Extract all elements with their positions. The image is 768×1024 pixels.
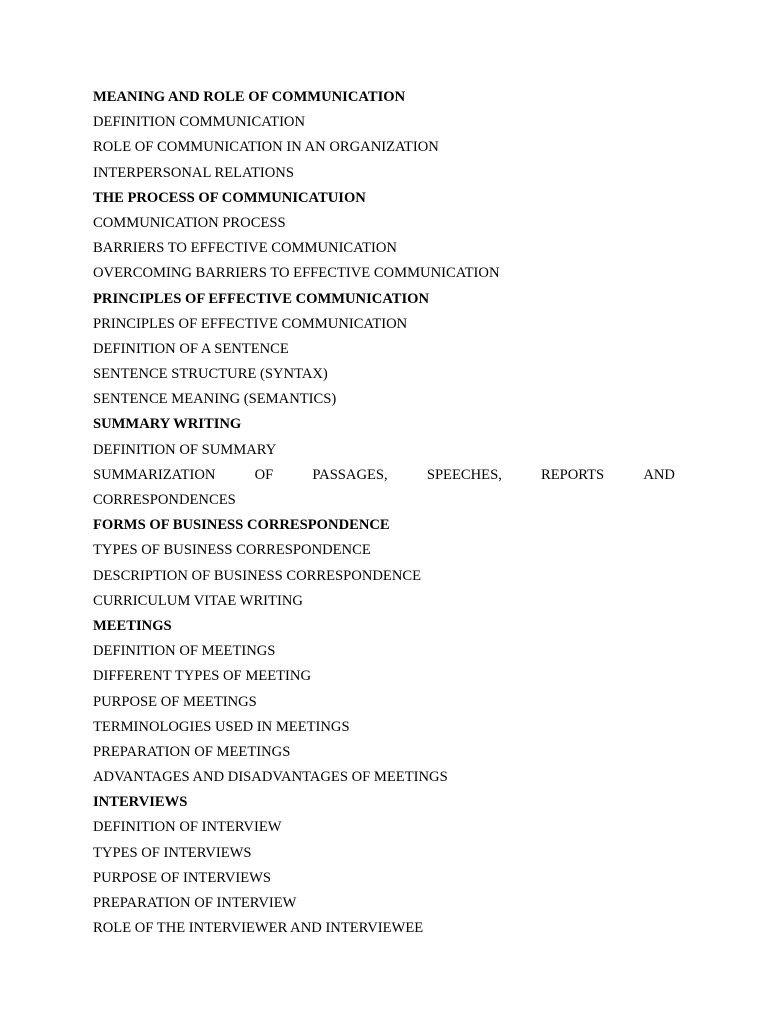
topic-line: PREPARATION OF MEETINGS <box>93 743 291 760</box>
topic-line: ROLE OF COMMUNICATION IN AN ORGANIZATION <box>93 139 439 156</box>
topic-line: PURPOSE OF INTERVIEWS <box>93 869 272 886</box>
section-heading: MEANING AND ROLE OF COMMUNICATION <box>93 89 406 105</box>
topic-line: OVERCOMING BARRIERS TO EFFECTIVE COMMUNICATION <box>93 265 500 282</box>
topic-word: SUMMARIZATION <box>93 466 216 483</box>
topic-line: ROLE OF THE INTERVIEWER AND INTERVIEWEE <box>93 920 424 937</box>
topic-word: SPEECHES, <box>426 466 502 483</box>
topic-line: TYPES OF INTERVIEWS <box>93 844 252 861</box>
section-heading: PRINCIPLES OF EFFECTIVE COMMUNICATION <box>93 290 430 307</box>
topic-word: OF <box>254 466 274 483</box>
topic-line: DESCRIPTION OF BUSINESS CORRESPONDENCE <box>93 567 422 584</box>
topic-line: DEFINITION COMMUNICATION <box>93 114 306 131</box>
section-heading: MEETINGS <box>93 617 172 634</box>
topic-line: TERMINOLOGIES USED IN MEETINGS <box>93 718 350 735</box>
topic-word: AND <box>643 466 675 483</box>
section-heading: INTERVIEWS <box>93 794 188 811</box>
topic-line: SENTENCE STRUCTURE (SYNTAX) <box>93 366 328 383</box>
topic-word: PASSAGES, <box>312 466 388 483</box>
topic-line: PURPOSE OF MEETINGS <box>93 693 257 710</box>
topic-line: ADVANTAGES AND DISADVANTAGES OF MEETINGS <box>93 769 448 786</box>
topic-line: DEFINITION OF SUMMARY <box>93 441 277 458</box>
topic-word: REPORTS <box>540 466 605 483</box>
topic-line: SENTENCE MEANING (SEMANTICS) <box>93 391 337 408</box>
topic-line: PREPARATION OF INTERVIEW <box>93 895 297 911</box>
topic-line: TYPES OF BUSINESS CORRESPONDENCE <box>93 542 371 559</box>
topic-line: PRINCIPLES OF EFFECTIVE COMMUNICATION <box>93 315 408 332</box>
topic-line: CORRESPONDENCES <box>93 492 236 508</box>
topic-line: DIFFERENT TYPES OF MEETING <box>93 668 311 685</box>
topic-line: COMMUNICATION PROCESS <box>93 214 286 231</box>
topic-line: DEFINITION OF INTERVIEW <box>93 819 282 836</box>
section-heading: FORMS OF BUSINESS CORRESPONDENCE <box>93 517 390 534</box>
topic-line: CURRICULUM VITAE WRITING <box>93 592 303 609</box>
topic-line <box>93 463 675 488</box>
document-body <box>93 85 675 941</box>
topic-line: INTERPERSONAL RELATIONS <box>93 164 294 181</box>
topic-line: BARRIERS TO EFFECTIVE COMMUNICATION <box>93 240 397 257</box>
topic-line: DEFINITION OF MEETINGS <box>93 643 276 660</box>
section-heading: SUMMARY WRITING <box>93 416 242 433</box>
section-heading: THE PROCESS OF COMMUNICATUION <box>93 189 366 206</box>
topic-line: DEFINITION OF A SENTENCE <box>93 340 289 357</box>
